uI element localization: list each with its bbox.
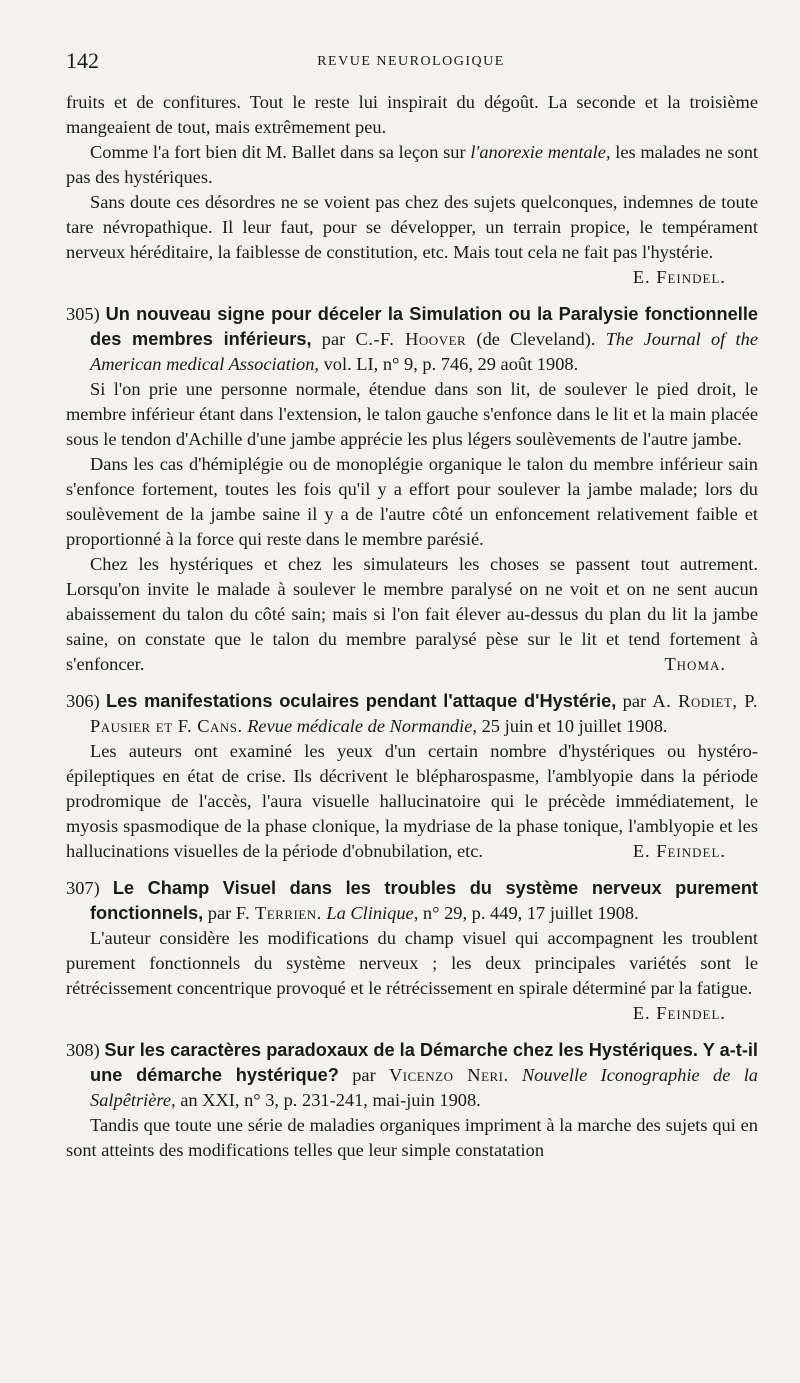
entry-title: Les manifestations oculaires pendant l'attaque d'Hystérie, bbox=[106, 691, 617, 711]
entry-source: La Clinique, bbox=[326, 903, 419, 923]
entry-paragraph: Si l'on prie une personne normale, étendue dans son lit, de soulever le pied droit, le membre inférieur étant dans l'extension, le talon gauche s'enfonce dans le lit et la main placée sous le tendon d'Achille d'une jambe apprécie les plus légers soulèvements de l'autre jambe. bbox=[66, 379, 758, 449]
entry-title: Sur les caractères paradoxaux de la Démarche chez les Hystériques. Y a-t-il une démarche hystérique? bbox=[90, 1040, 758, 1085]
entry-paragraph: Les auteurs ont examiné les yeux d'un certain nombre d'hystériques ou hystéro-épileptiques en état de crise. Ils décrivent le blépharospasme, l'amblyopie dans la période prodromique de l'accès, l'aura visuelle hallucinatoire qui le précède immédiatement, le myosis spasmodique de la phase clonique, la mydriase de la phase tonique, l'amblyopie et les hallucinations visuelles de la période d'obnubilation, etc. E. Feindel. bbox=[66, 739, 758, 864]
entry-reference: an XXI, n° 3, p. 231-241, mai-juin 1908. bbox=[175, 1090, 481, 1110]
entry-heading bbox=[66, 689, 758, 739]
entry-reference: n° 29, p. 449, 17 juillet 1908. bbox=[418, 903, 639, 923]
running-head bbox=[66, 48, 756, 74]
entry-number: 307) bbox=[66, 878, 100, 898]
abstract-entries bbox=[66, 302, 758, 1163]
journal-title: REVUE NEUROLOGIQUE bbox=[317, 54, 505, 69]
entry-author: Vicenzo Neri. bbox=[389, 1065, 509, 1085]
entry-after-author bbox=[509, 1065, 522, 1085]
intro-paragraph: fruits et de confitures. Tout le reste lui inspirait du dégoût. La seconde et la troisième mangeaient de tout, mais extrêmement peu. bbox=[66, 92, 758, 137]
abstract-entry bbox=[66, 1038, 758, 1163]
body-text bbox=[66, 90, 758, 1163]
entry-number: 306) bbox=[66, 691, 100, 711]
entry-number: 305) bbox=[66, 304, 100, 324]
entry-source: Nouvelle Iconographie de la Salpêtrière, bbox=[90, 1065, 758, 1110]
entry-heading bbox=[66, 876, 758, 926]
intro-paragraph: Comme l'a fort bien dit M. Ballet dans sa leçon sur l'anorexie mentale, les malades ne sont pas des hystériques. bbox=[66, 142, 759, 187]
entry-paragraph: Dans les cas d'hémiplégie ou de monoplégie organique le talon du membre inférieur sain s'enfonce fortement, toutes les fois qu'il y a effort pour soulever la jambe malade; lors du soulèvement de la jambe saine il y a de l'autre côté un enfoncement relativement faible et proportionné à la force qui reste dans le membre parésié. bbox=[66, 454, 758, 549]
abstract-entry bbox=[66, 302, 758, 677]
entry-paragraph: Chez les hystériques et chez les simulateurs les choses se passent tout autrement. Lorsqu'on invite le malade à soulever le membre paralysé on ne voit et on ne sent aucun abaissement du talon du côté sain; mais si l'on fait élever au-dessus du plan du lit la jambe saine, on constate que le talon du membre paralysé pèse sur le lit et tend fortement à s'enfoncer. Thoma. bbox=[66, 552, 758, 677]
signature: Thoma. bbox=[664, 654, 726, 674]
entry-author: C.-F. Hoover bbox=[355, 329, 467, 349]
entry-after-author: (de Cleveland). bbox=[466, 329, 606, 349]
entry-reference: 25 juin et 10 juillet 1908. bbox=[477, 716, 668, 736]
entry-reference: vol. LI, n° 9, p. 746, 29 août 1908. bbox=[319, 354, 579, 374]
entry-author: F. Terrien. bbox=[235, 903, 322, 923]
signature: E. Feindel. bbox=[632, 841, 726, 861]
entry-heading bbox=[66, 1038, 758, 1113]
page-number: 142 bbox=[66, 48, 99, 73]
entry-author: A. Rodiet, P. Pausier et F. Cans. bbox=[90, 691, 758, 736]
entry-heading bbox=[66, 302, 758, 377]
italic-term: l'anorexie mentale bbox=[470, 142, 606, 162]
signature: E. Feindel. bbox=[632, 267, 726, 287]
abstract-entry bbox=[66, 689, 758, 864]
intro-paragraph: Sans doute ces désordres ne se voient pas chez des sujets quelconques, indemnes de toute tare névropathique. Il leur faut, pour se développer, un terrain propice, le tempérament nerveux héréditaire, la faiblesse de constitution, etc. Mais tout cela ne fait pas l'hystérie. E. Feindel. bbox=[66, 190, 758, 290]
entry-number: 308) bbox=[66, 1040, 100, 1060]
entry-title: Un nouveau signe pour déceler la Simulation ou la Paralysie fonctionnelle des membres inférieurs, bbox=[90, 304, 758, 349]
entry-paragraph: Tandis que toute une série de maladies organiques impriment à la marche des sujets qui en sont atteints des modifications telles que leur simple constatation bbox=[66, 1115, 758, 1160]
entry-by: par bbox=[616, 691, 653, 711]
signature: E. Feindel. bbox=[632, 1003, 726, 1023]
entry-by: par bbox=[338, 1065, 390, 1085]
entry-source: The Journal of the American medical Association, bbox=[90, 329, 759, 374]
entry-paragraph: L'auteur considère les modifications du champ visuel qui accompagnent les troublent purement fonctionnels du système nerveux ; les deux principales variétés sont le rétrécissement concentrique provoqué et le rétrécissement en spirale déterminé par la fatigue. E. Feindel. bbox=[66, 926, 758, 1026]
entry-source: Revue médicale de Normandie, bbox=[247, 716, 477, 736]
entry-title: Le Champ Visuel dans les troubles du système nerveux purement fonctionnels, bbox=[90, 878, 758, 923]
abstract-entry bbox=[66, 876, 758, 1026]
entry-by: par bbox=[311, 329, 356, 349]
entry-by: par bbox=[203, 903, 236, 923]
